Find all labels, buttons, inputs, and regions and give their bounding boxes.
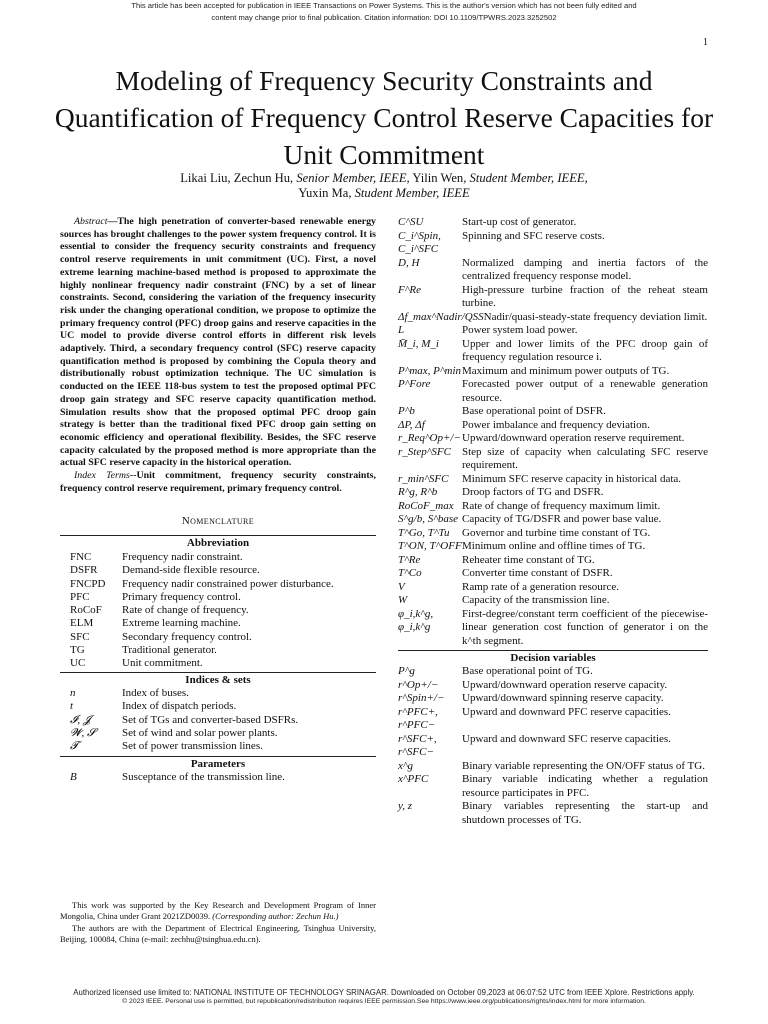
nomenclature-definition: Frequency nadir constrained power disturbance. — [122, 577, 334, 590]
decision-list — [398, 665, 708, 827]
nomenclature-symbol: RoCoF — [70, 604, 102, 617]
nomenclature-symbol: n — [70, 687, 76, 700]
nomenclature-definition: Rate of change of frequency. — [122, 604, 249, 617]
copyright-notice: © 2023 IEEE. Personal use is permitted, but republication/redistribution requires IEEE permission.See https://www.ieee.org/publications/rights/index.html for more information. — [122, 998, 646, 1005]
nomenclature-definition: Frequency nadir constraint. — [122, 550, 243, 563]
nomenclature-entry — [398, 773, 708, 800]
nomenclature-symbol: 𝓘, 𝓙 — [70, 713, 91, 726]
author-role-2: Student Member, IEEE, — [469, 171, 588, 185]
nomenclature-definition: Susceptance of the transmission line. — [122, 771, 285, 784]
author-role-3: Student Member, IEEE — [354, 186, 470, 200]
abstract — [60, 216, 376, 470]
nomenclature-symbol: C_i^Spin, C_i^SFC — [398, 229, 441, 255]
nomenclature-definition: Set of TGs and converter-based DSFRs. — [122, 713, 299, 726]
nomenclature-definition: Upward/downward spinning reserve capacity. — [462, 692, 664, 704]
parameters-list-left — [60, 771, 376, 784]
nomenclature-symbol: r^Op+/− — [398, 678, 439, 691]
nomenclature-entry — [398, 446, 708, 473]
nomenclature-symbol: L — [398, 324, 405, 336]
nomenclature-entry — [60, 714, 376, 727]
nomenclature-definition: Binary variable representing the ON/OFF status of TG. — [462, 759, 705, 772]
nomenclature-symbol: UC — [70, 657, 86, 670]
nomenclature-definition: Upward and downward PFC reserve capacities. — [462, 705, 671, 718]
nomenclature-symbol: F^Re — [398, 283, 421, 296]
nomenclature-definition: Nadir/quasi-steady-state frequency deviation limit. — [483, 310, 708, 323]
nomenclature-definition: Forecasted power output of a renewable generation resource. — [462, 378, 708, 404]
nomenclature-definition: Primary frequency control. — [122, 590, 241, 603]
nomenclature-entry — [60, 657, 376, 670]
nomenclature-entry — [398, 216, 708, 230]
page-number: 1 — [703, 37, 708, 48]
nomenclature-symbol: Δf_max^Nadir/QSS — [398, 310, 484, 323]
nomenclature-entry — [60, 564, 376, 577]
nomenclature-entry — [398, 581, 708, 595]
publication-notice-line1: This article has been accepted for publication in IEEE Transactions on Power Systems. This is the author's version which has not been fully edited and — [131, 1, 637, 10]
nomenclature-symbol: B — [70, 771, 77, 784]
nomenclature-symbol: D, H — [398, 256, 420, 269]
nomenclature-symbol: T^Re — [398, 553, 421, 566]
nomenclature-entry — [60, 700, 376, 713]
nomenclature-symbol: C^SU — [398, 216, 424, 228]
indices-heading: Indices & sets — [185, 673, 251, 686]
nomenclature-definition: Secondary frequency control. — [122, 630, 252, 643]
nomenclature-entry — [60, 740, 376, 753]
author-role-1: Senior Member, IEEE, — [296, 171, 410, 185]
nomenclature-entry — [398, 733, 708, 760]
nomenclature-entry — [60, 617, 376, 630]
author-names-3: Yuxin Ma, — [298, 186, 355, 200]
index-terms-lead: Index Terms — [74, 470, 130, 482]
nomenclature-entry — [60, 578, 376, 591]
footnote-corresponding: (Corresponding author: Zechun Hu.) — [210, 910, 339, 921]
nomenclature-symbol: t — [70, 700, 74, 713]
nomenclature-title: Nomenclature — [181, 515, 255, 528]
nomenclature-entry — [398, 473, 708, 487]
nomenclature-entry — [398, 432, 708, 446]
nomenclature-definition: Power system load power. — [462, 324, 578, 336]
nomenclature-symbol: TG — [70, 644, 85, 657]
nomenclature-definition: Maximum and minimum power outputs of TG. — [462, 364, 670, 377]
nomenclature-symbol: RoCoF_max — [398, 499, 454, 512]
nomenclature-symbol: S^g/b, S^base — [398, 513, 459, 525]
nomenclature-entry — [398, 594, 708, 608]
nomenclature-symbol: T^Go, T^Tu — [398, 526, 450, 539]
footnote-affiliation: The authors are with the Department of Electrical Engineering, Tsinghua University, Beijing, 100084, China (e-mail: zechhu@tsinghua.edu.cn). — [60, 923, 376, 944]
nomenclature-definition: Upward/downward operation reserve capacity. — [462, 678, 668, 691]
nomenclature-definition: Set of wind and solar power plants. — [122, 727, 278, 740]
nomenclature-entry — [398, 257, 708, 284]
publication-notice-line2: content may change prior to final publication. Citation information: DOI 10.1109/TPWRS.2023.3252502 — [211, 12, 557, 22]
right-column — [398, 216, 708, 827]
nomenclature-entry — [398, 760, 708, 774]
nomenclature-symbol: ΔP, Δf — [398, 418, 425, 431]
nomenclature-definition: Unit commitment. — [122, 657, 203, 670]
abbreviation-heading: Abbreviation — [186, 537, 250, 550]
nomenclature-definition: Upper and lower limits of the PFC droop gain of frequency regulation resource i. — [462, 337, 708, 363]
nomenclature-entry — [60, 771, 376, 784]
nomenclature-entry — [398, 324, 708, 338]
nomenclature-symbol: P^g — [398, 665, 415, 677]
nomenclature-entry — [60, 644, 376, 657]
nomenclature-definition: Index of dispatch periods. — [122, 700, 237, 713]
abbreviation-list — [60, 551, 376, 671]
author-names-1: Likai Liu, Zechun Hu, — [180, 171, 297, 185]
nomenclature-entry — [398, 500, 708, 514]
nomenclature-symbol: r_Step^SFC — [398, 445, 451, 458]
nomenclature-entry — [398, 365, 708, 379]
nomenclature-entry — [398, 405, 708, 419]
nomenclature-definition: Binary variables representing the start-up and shutdown processes of TG. — [462, 800, 708, 826]
nomenclature-symbol: y, z — [398, 800, 413, 812]
nomenclature-symbol: 𝓣 — [70, 740, 79, 753]
nomenclature-definition: Upward and downward SFC reserve capacities. — [462, 732, 671, 745]
nomenclature-entry — [398, 692, 708, 706]
nomenclature-definition: Reheater time constant of TG. — [462, 553, 595, 566]
nomenclature-definition: High-pressure turbine fraction of the reheat steam turbine. — [462, 283, 708, 309]
nomenclature-entry — [60, 604, 376, 617]
nomenclature-definition: Normalized damping and inertia factors of the centralized frequency response model. — [462, 256, 708, 282]
nomenclature-symbol: φ_i,k^g, φ_i,k^g — [398, 607, 434, 633]
nomenclature-symbol: T^Co — [398, 567, 422, 579]
parameters-list-right — [398, 216, 708, 648]
nomenclature-entry — [398, 679, 708, 693]
left-column — [60, 216, 376, 784]
nomenclature-symbol: r^Spin+/− — [398, 692, 445, 704]
nomenclature-definition: Extreme learning machine. — [122, 617, 241, 630]
nomenclature-definition: Droop factors of TG and DSFR. — [462, 486, 604, 498]
nomenclature-definition: Base operational point of TG. — [462, 665, 593, 677]
footnote — [60, 900, 376, 944]
nomenclature-symbol: SFC — [70, 630, 90, 643]
nomenclature-symbol: DSFR — [70, 564, 98, 577]
nomenclature-symbol: 𝓦, 𝓢 — [70, 727, 96, 740]
nomenclature-symbol: P^Fore — [398, 378, 431, 390]
nomenclature-definition: Capacity of the transmission line. — [462, 594, 610, 606]
nomenclature-definition: Ramp rate of a generation resource. — [462, 580, 619, 593]
nomenclature-entry — [398, 608, 708, 649]
nomenclature-definition: Index of buses. — [122, 687, 189, 700]
nomenclature-definition: Rate of change of frequency maximum limit. — [462, 499, 661, 512]
author-list — [40, 171, 728, 201]
publication-notice — [0, 0, 768, 23]
nomenclature-definition: Start-up cost of generator. — [462, 216, 577, 228]
nomenclature-symbol: T^ON, T^OFF — [398, 540, 462, 552]
license-notice: Authorized licensed use limited to: NATIONAL INSTITUTE OF TECHNOLOGY SRINAGAR. Downloaded on October 09,2023 at 06:07:52 UTC from IEEE Xplore. Restrictions apply. — [73, 988, 695, 997]
nomenclature-symbol: x^PFC — [398, 773, 429, 785]
nomenclature-symbol: M̄_i, M_i — [398, 337, 439, 350]
nomenclature-entry — [398, 554, 708, 568]
nomenclature-symbol: W — [398, 594, 408, 606]
nomenclature-definition: Capacity of TG/DSFR and power base value. — [462, 513, 662, 525]
nomenclature-symbol: V — [398, 580, 405, 593]
nomenclature-definition: First-degree/constant term coefficient of the piecewise-linear generation cost function of generator i on the k^th segment. — [462, 607, 708, 647]
nomenclature-symbol: R^g, R^b — [398, 486, 438, 498]
parameters-heading: Parameters — [190, 757, 246, 770]
nomenclature-symbol: r_min^SFC — [398, 472, 449, 485]
abstract-body: —The high penetration of converter-based renewable energy sources has brought challenges to the power system frequency control. It is essential to consider the frequency security constraints and frequency control reserve requirements in unit commitment (UC). First, a novel extreme learning machine-based method is proposed to approximate the highly nonlinear frequency nadir constraint (FNC) by a set of linear constraints. Second, considering the variation of the frequency insecurity risk under the changing operational condition, we propose to optimize the primary frequency control (PFC) droop gains and reserve capacities in the UC model to provide diverse control efforts in different risk levels adaptively. Third, a secondary frequency control (SFC) reserve capacity quantification method is proposed by combining the Copula theory and distributionally robust optimization technique. The UC simulation is conducted on the IEEE 118-bus system to test the proposed optimal PFC droop gain strategy and SFC reserve capacity quantification method. Simulation results show that the proposed optimal PFC droop gain strategy is better than the traditional fixed PFC droop gain setting on economic efficiency and operational flexibility. Besides, the SFC reserve capacity calculated by the proposed method is more appropriate than the actual SFC reserve capacity in the historical operation. — [60, 216, 376, 469]
nomenclature-symbol: ELM — [70, 617, 94, 630]
nomenclature-definition: Base operational point of DSFR. — [462, 405, 606, 417]
nomenclature-symbol: x^g — [398, 759, 414, 772]
nomenclature-entry — [398, 311, 708, 325]
nomenclature-symbol: P^b — [398, 405, 415, 417]
nomenclature-entry — [398, 567, 708, 581]
nomenclature-symbol: FNC — [70, 550, 92, 563]
nomenclature-symbol: FNCPD — [70, 577, 106, 590]
nomenclature-entry — [398, 665, 708, 679]
nomenclature-entry — [398, 378, 708, 405]
index-terms — [60, 470, 376, 495]
nomenclature-entry — [398, 540, 708, 554]
nomenclature-entry — [60, 551, 376, 564]
nomenclature-definition: Minimum SFC reserve capacity in historical data. — [462, 472, 682, 485]
nomenclature-symbol: r^PFC+, r^PFC− — [398, 705, 438, 731]
nomenclature-entry — [60, 727, 376, 740]
nomenclature-entry — [398, 419, 708, 433]
nomenclature-definition: Upward/downward operation reserve requirement. — [462, 432, 685, 444]
nomenclature-symbol: PFC — [70, 590, 90, 603]
nomenclature-symbol: r_Req^Op+/− — [398, 432, 461, 444]
nomenclature-definition: Governor and turbine time constant of TG. — [462, 526, 651, 539]
nomenclature-entry — [398, 513, 708, 527]
decision-heading: Decision variables — [510, 652, 596, 664]
nomenclature-entry — [398, 706, 708, 733]
nomenclature-definition: Minimum online and offline times of TG. — [462, 540, 646, 552]
indices-list — [60, 687, 376, 753]
nomenclature-entry — [398, 284, 708, 311]
nomenclature-entry — [398, 338, 708, 365]
nomenclature-definition: Converter time constant of DSFR. — [462, 567, 613, 579]
nomenclature-definition: Power imbalance and frequency deviation. — [462, 418, 650, 431]
nomenclature-definition: Demand-side flexible resource. — [122, 564, 260, 577]
nomenclature-definition: Binary variable indicating whether a regulation resource participates in PFC. — [462, 773, 708, 799]
nomenclature-entry — [60, 631, 376, 644]
footnote-funding — [60, 900, 376, 921]
footnote-funding-text: This work was supported by the Key Research and Development Program of Inner Mongolia, China under Grant 2021ZD0039. — [60, 900, 376, 921]
nomenclature-entry — [60, 591, 376, 604]
nomenclature-definition: Step size of capacity when calculating SFC reserve requirement. — [462, 445, 708, 471]
author-names-2: Yilin Wen, — [409, 171, 470, 185]
nomenclature-entry — [398, 486, 708, 500]
nomenclature-symbol: r^SFC+, r^SFC− — [398, 732, 437, 758]
nomenclature-definition: Set of power transmission lines. — [122, 740, 263, 753]
nomenclature-entry — [398, 230, 708, 257]
nomenclature-entry — [398, 800, 708, 827]
nomenclature-symbol: P^max, P^min — [398, 364, 462, 377]
abstract-lead: Abstract — [74, 216, 108, 227]
nomenclature-entry — [60, 687, 376, 700]
nomenclature-definition: Spinning and SFC reserve costs. — [462, 229, 605, 242]
index-terms-body: --Unit commitment, frequency security constraints, frequency control reserve requirement, primary frequency control. — [60, 470, 376, 494]
nomenclature-definition: Traditional generator. — [122, 644, 217, 657]
nomenclature-entry — [398, 527, 708, 541]
paper-title: Modeling of Frequency Security Constraints and Quantification of Frequency Control Reserve Capacities for Unit Commitment — [54, 65, 714, 170]
